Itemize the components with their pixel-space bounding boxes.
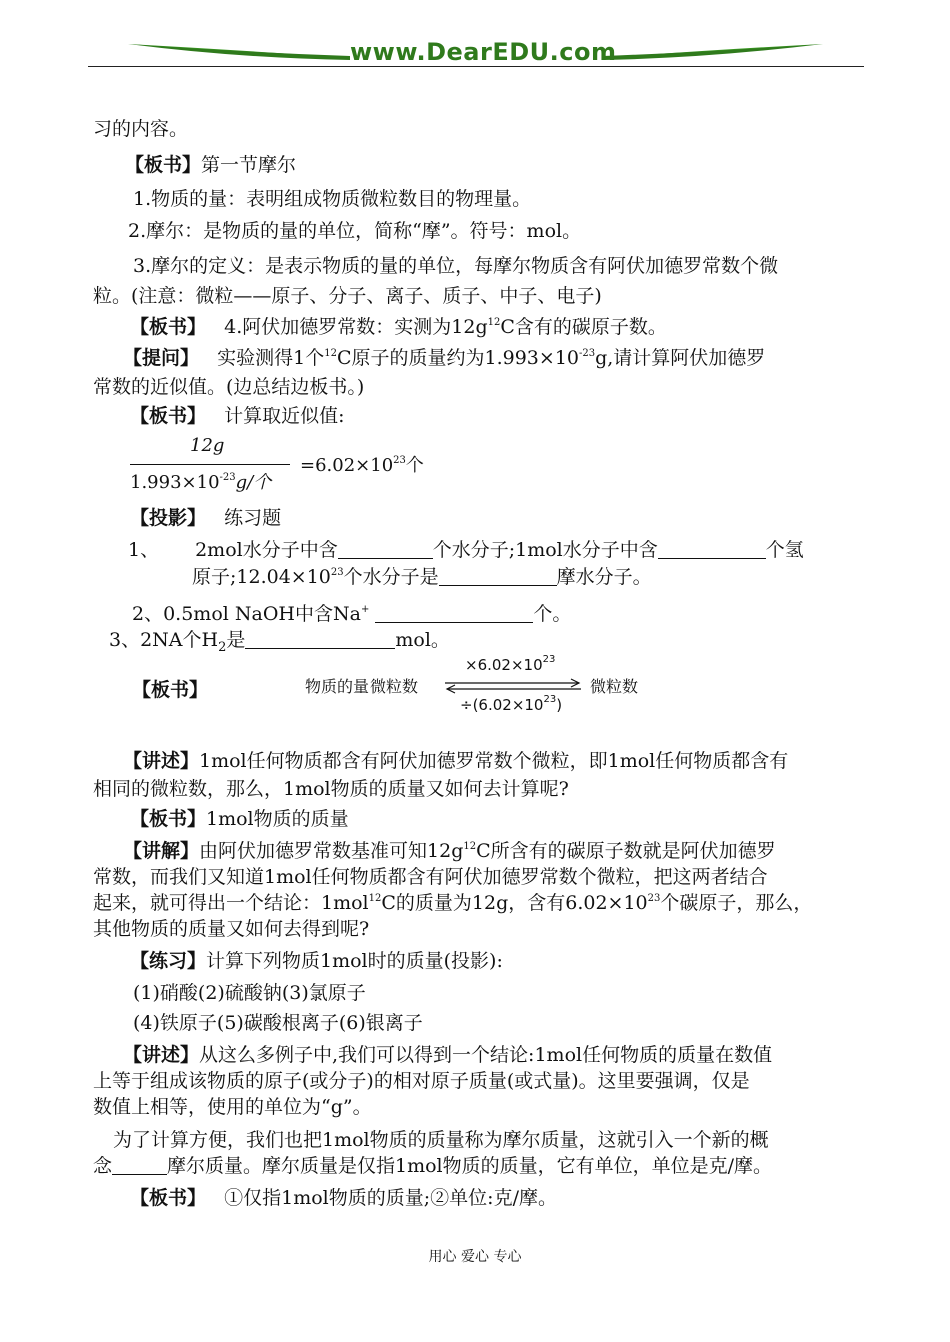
fraction-result: $=6.02\times 10^{23}$个 bbox=[300, 455, 424, 476]
text-line: 3.摩尔的定义：是表示物质的量的单位，每摩尔物质含有阿伏加德罗常数个微 bbox=[133, 255, 779, 277]
answer-blank[interactable] bbox=[658, 540, 766, 559]
text-line: 【投影】 练习题 bbox=[130, 507, 282, 529]
label-tag: 【练习】 bbox=[130, 950, 207, 972]
text-line: 【讲解】由阿伏加德罗常数基准可知$12g^{12}C$所含有的碳原子数就是阿伏加德罗 bbox=[123, 840, 776, 862]
text-line bbox=[132, 677, 208, 703]
answer-blank[interactable] bbox=[245, 630, 395, 649]
conv-right-label: 微粒数 bbox=[590, 677, 639, 696]
label-tag: 【讲述】 bbox=[123, 750, 200, 772]
text-line: 数值上相等，使用的单位为“g”。 bbox=[93, 1096, 372, 1118]
label-tag: 【板书】 bbox=[130, 1187, 207, 1209]
label-tag: 【讲解】 bbox=[123, 840, 200, 862]
label-tag: 【板书】 bbox=[132, 679, 209, 701]
text-line: 相同的微粒数，那么，1mol物质的质量又如何去计算呢? bbox=[93, 778, 569, 800]
answer-blank[interactable] bbox=[439, 567, 557, 586]
label-tag: 【投影】 bbox=[130, 507, 207, 529]
label-tag: 【板书】 bbox=[130, 405, 207, 427]
text-line: 【提问】 实验测得1个$^{12}$C原子的质量约为$1.993\times 10^{-23}g$,请计算阿伏加德罗 bbox=[123, 347, 766, 369]
text-line: 起来，就可得出一个结论：1mol$^{12}$C的质量为12g，含有$6.02\times 10^{23}$个碳原子，那么， bbox=[93, 892, 813, 914]
text-line: 原子$;12.04\times 10^{23}$个水分子是 摩水分子。 bbox=[192, 566, 652, 588]
text-line: 常数的近似值。(边总结边板书。) bbox=[93, 376, 365, 398]
text-line: 【板书】1mol物质的质量 bbox=[130, 808, 349, 830]
text-line: 【练习】计算下列物质1mol时的质量(投影): bbox=[130, 950, 503, 972]
answer-blank[interactable] bbox=[338, 540, 433, 559]
text-line: 【板书】 计算取近似值: bbox=[130, 405, 345, 427]
fraction-bar bbox=[130, 464, 290, 465]
conv-mid-label: 微粒数 bbox=[370, 677, 419, 696]
exercise-3: 3、2NA个$H_2$是 mol。 bbox=[109, 629, 450, 655]
text-line: (1)硝酸(2)硫酸钠(3)氯原子 bbox=[133, 982, 366, 1004]
answer-blank[interactable] bbox=[375, 604, 533, 623]
text-line: 念 摩尔质量。摩尔质量是仅指1mol物质的质量，它有单位，单位是克/摩。 bbox=[93, 1155, 773, 1177]
text-line: 习的内容。 bbox=[93, 118, 189, 140]
text-line: 2.摩尔：是物质的量的单位，简称“摩”。符号：mol。 bbox=[128, 220, 582, 242]
conversion-arrows-icon bbox=[443, 678, 583, 694]
text-line: 其他物质的质量又如何去得到呢? bbox=[93, 918, 370, 940]
text-line: 常数，而我们又知道1mol任何物质都含有阿伏加德罗常数个微粒，把这两者结合 bbox=[93, 866, 768, 888]
text-line: 上等于组成该物质的原子(或分子)的相对原子质量(或式量)。这里要强调，仅是 bbox=[93, 1070, 750, 1092]
text-line: 【板书】第一节摩尔 bbox=[125, 154, 297, 176]
text-line: 【板书】 ①仅指1mol物质的质量;②单位:克/摩。 bbox=[130, 1187, 557, 1209]
text-line: 【讲述】从这么多例子中,我们可以得到一个结论:1mol任何物质的质量在数值 bbox=[123, 1044, 773, 1066]
conv-bottom-factor: $\div(6.02\times 10^{23})$ bbox=[460, 694, 563, 714]
text-line: 【讲述】1mol任何物质都含有阿伏加德罗常数个微粒，即1mol任何物质都含有 bbox=[123, 750, 789, 772]
conv-top-factor: $\times 6.02\times 10^{23}$ bbox=[465, 654, 556, 674]
label-tag: 【板书】 bbox=[125, 154, 202, 176]
text-line: 【板书】 4.阿伏加德罗常数：实测为$12g^{12}C$含有的碳原子数。 bbox=[130, 316, 667, 338]
conv-left-label: 物质的量 bbox=[305, 677, 370, 696]
text-line: 为了计算方便，我们也把1mol物质的质量称为摩尔质量，这就引入一个新的概 bbox=[113, 1129, 769, 1151]
text-line: 粒。(注意：微粒——原子、分子、离子、质子、中子、电子) bbox=[93, 285, 602, 307]
fraction-numerator: 12g bbox=[190, 435, 225, 456]
site-logo[interactable]: www.DearEDU.com bbox=[350, 38, 617, 66]
exercise-1: 1、 2mol水分子中含 个水分子;1mol水分子中含 个氢 bbox=[128, 539, 804, 561]
page-footer: 用心 爱心 专心 bbox=[428, 1249, 522, 1265]
label-tag: 【板书】 bbox=[130, 316, 207, 338]
fraction-denominator: $1.993\times 10^{-23}g/$个 bbox=[130, 472, 272, 493]
text-line: (4)铁原子(5)碳酸根离子(6)银离子 bbox=[133, 1012, 423, 1034]
exercise-2: 2、0.5mol NaOH中含Na+ 个。 bbox=[132, 603, 572, 625]
label-tag: 【板书】 bbox=[130, 808, 207, 830]
text-line: 1.物质的量：表明组成物质微粒数目的物理量。 bbox=[133, 188, 532, 210]
mole-conversion-diagram bbox=[305, 654, 665, 720]
answer-blank[interactable] bbox=[112, 1156, 167, 1175]
label-tag: 【讲述】 bbox=[123, 1044, 200, 1066]
label-tag: 【提问】 bbox=[123, 347, 200, 369]
header-rule bbox=[88, 66, 864, 67]
